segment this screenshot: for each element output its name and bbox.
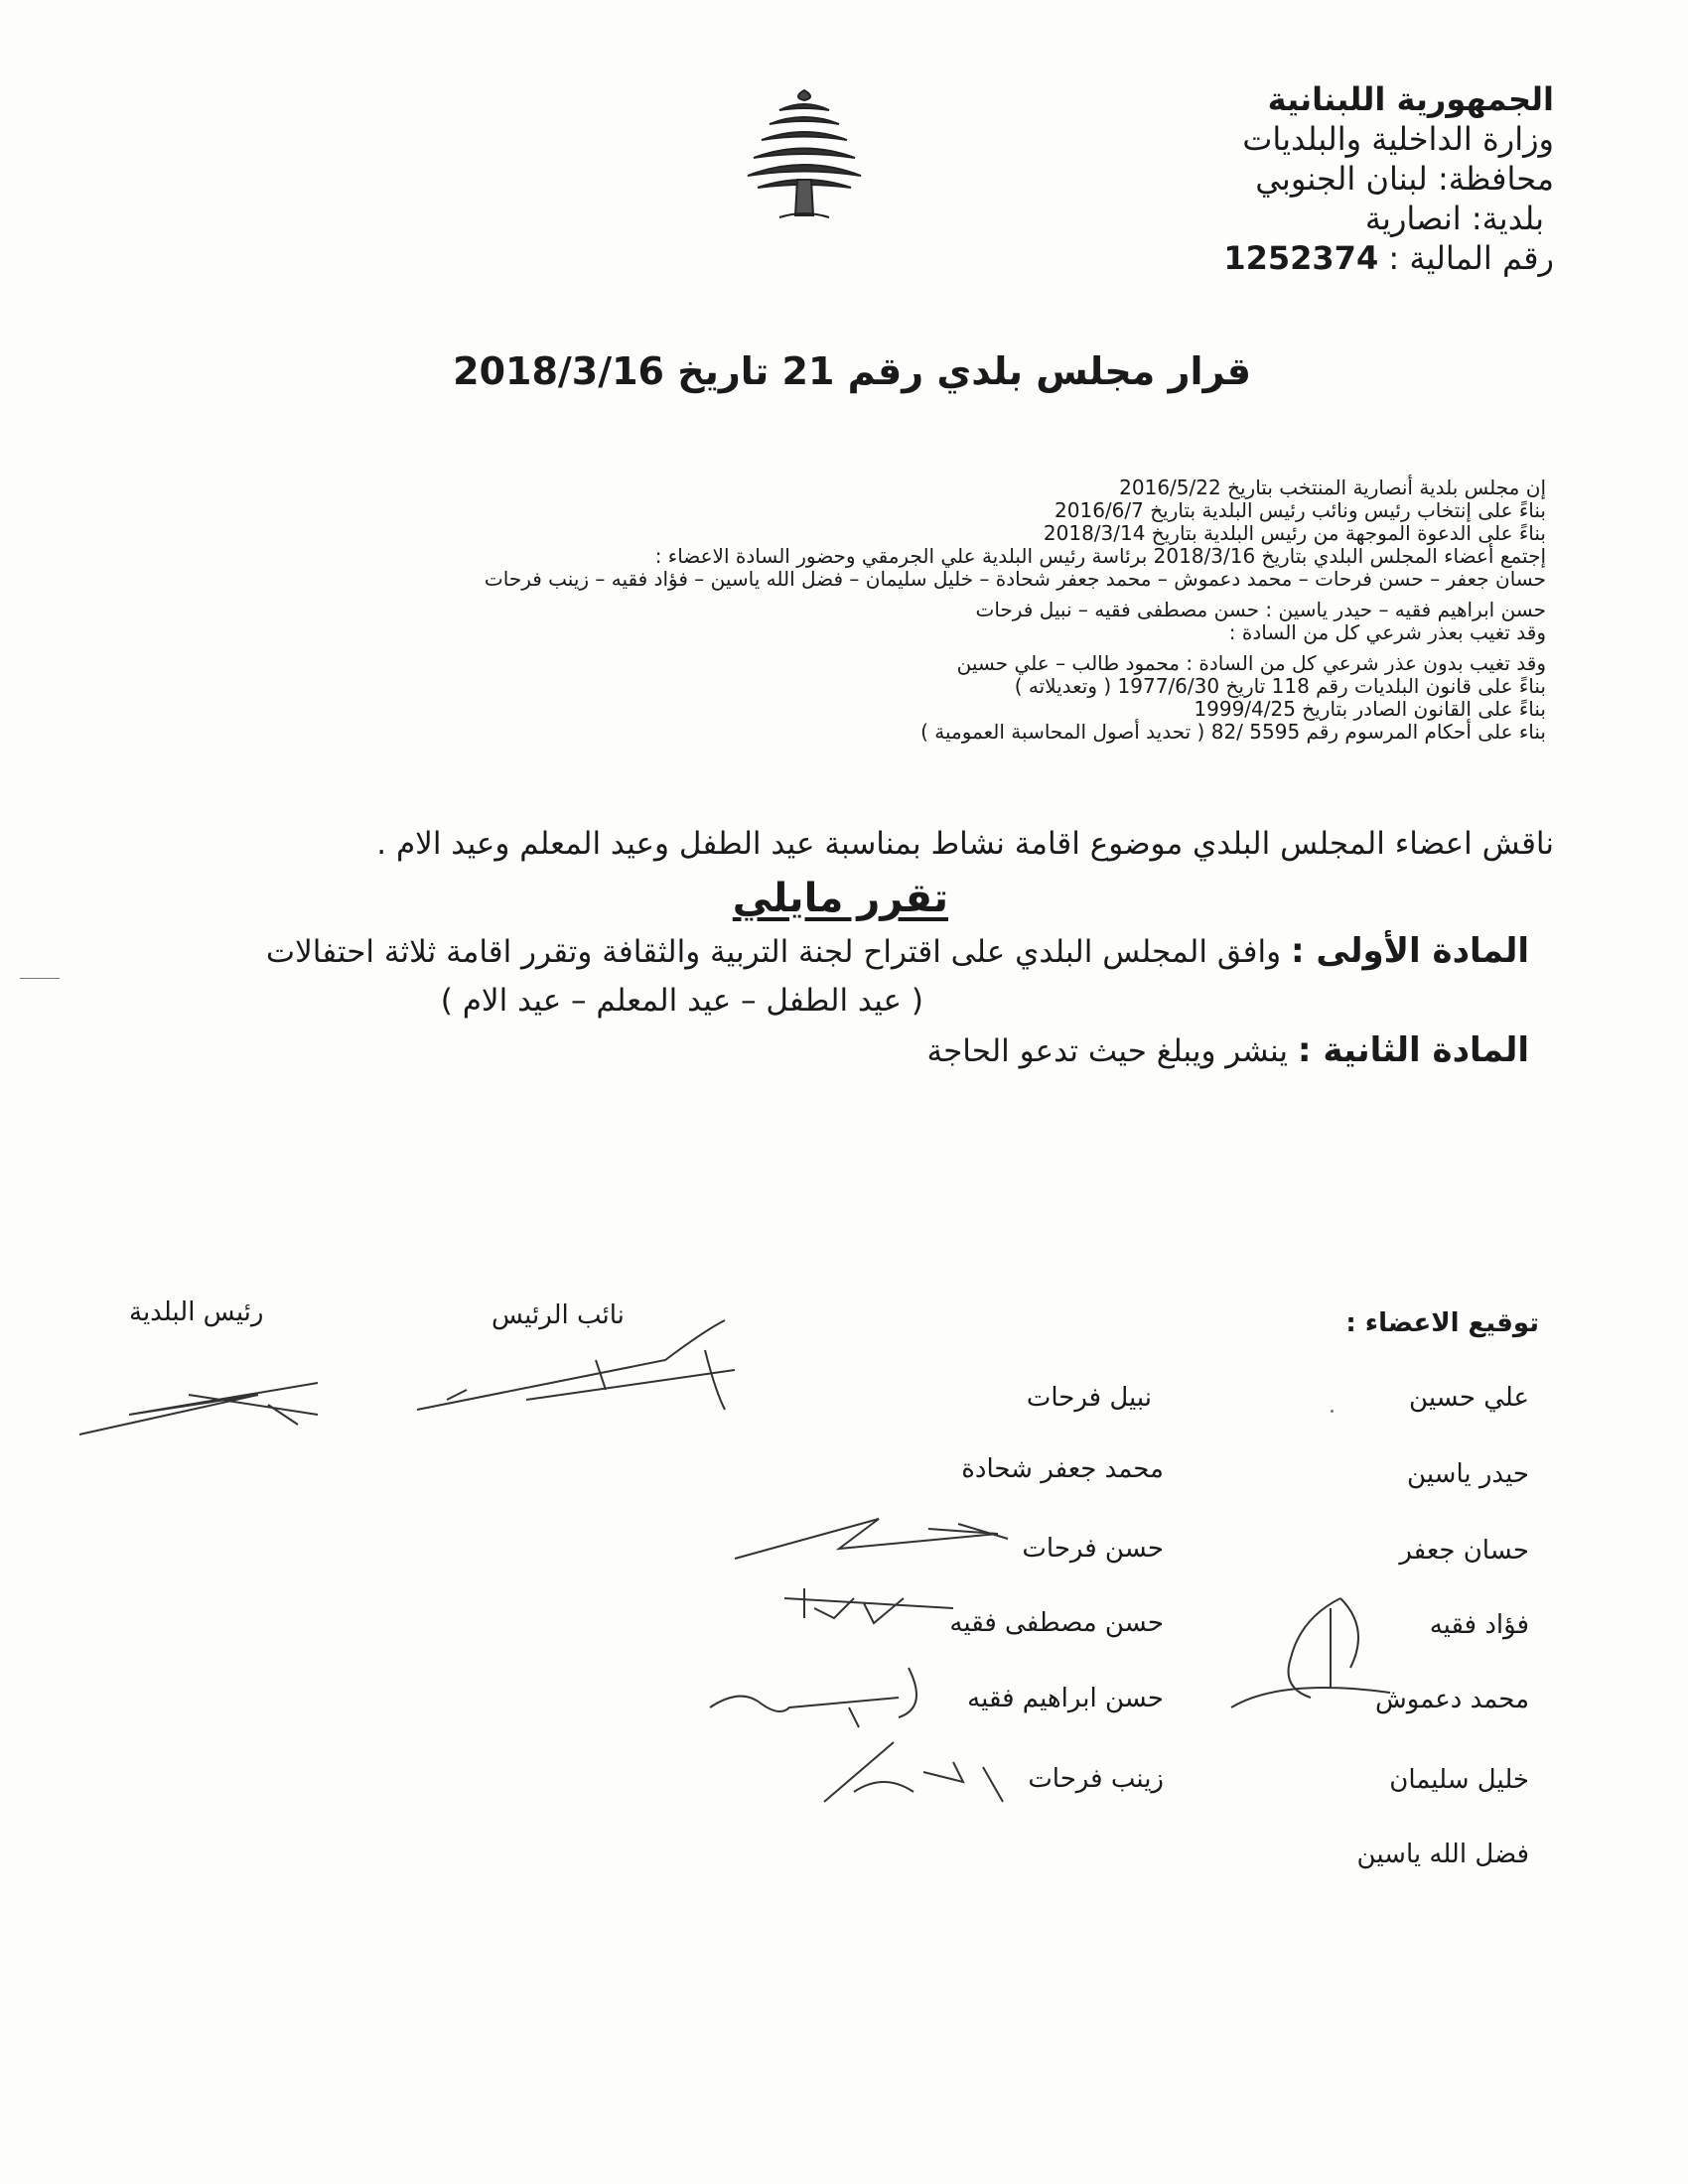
member-signature: [700, 1648, 928, 1737]
discussion-text: ناقش اعضاء المجلس البلدي موضوع اقامة نشاط بمناسبة عيد الطفل وعيد المعلم وعيد الام .: [376, 826, 1554, 862]
article-1-label: المادة الأولى :: [1290, 931, 1529, 971]
president-signature: [70, 1365, 338, 1444]
member-name: فضل الله ياسين: [1356, 1840, 1529, 1869]
header-line: بلدية: انصارية: [1364, 200, 1544, 237]
member-name: محمد جعفر شحادة: [961, 1454, 1164, 1484]
cedar-emblem-icon: [740, 84, 869, 223]
article-2-text: ينشر ويبلغ حيث تدعو الحاجة: [926, 1033, 1289, 1069]
member-name: نبيل فرحات: [1026, 1383, 1152, 1413]
letterhead: [1137, 79, 1554, 278]
member-signature: [1221, 1588, 1400, 1727]
member-name: حسن مصطفى فقيه: [949, 1608, 1164, 1638]
member-name: فؤاد فقيه: [1429, 1610, 1529, 1640]
preamble-line: وقد تغيب بعذر شرعي كل من السادة :: [1228, 620, 1546, 644]
member-name: حسن ابراهيم فقيه: [967, 1684, 1164, 1713]
member-name: حسن فرحات: [1022, 1534, 1164, 1564]
preamble: [485, 477, 1546, 744]
member-signature: [814, 1732, 1013, 1812]
preamble-line: وقد تغيب بدون عذر شرعي كل من السادة : محمود طالب – علي حسين: [956, 651, 1546, 675]
preamble-line: بناء على أحكام المرسوم رقم 5595 /82 ( تحديد أصول المحاسبة العمومية ): [920, 720, 1546, 744]
member-name: زينب فرحات: [1028, 1764, 1164, 1794]
preamble-line: حسن ابراهيم فقيه – حيدر ياسين : حسن مصطفى فقيه – نبيل فرحات: [975, 598, 1546, 621]
header-line: الجمهورية اللبنانية: [1267, 80, 1554, 118]
member-signature: [774, 1578, 963, 1638]
article-2: [926, 1030, 1529, 1070]
president-label: رئيس البلدية: [129, 1297, 264, 1327]
member-name: خليل سليمان: [1389, 1765, 1529, 1795]
preamble-line: بناءً على قانون البلديات رقم 118 تاريخ 1977/6/30 ( وتعديلاته ): [1014, 674, 1546, 698]
preamble-line: حسان جعفر – حسن فرحات – محمد دعموش – محمد جعفر شحادة – خليل سليمان – فضل الله ياسين – فؤاد فقيه – زينب فرحات: [484, 567, 1546, 591]
article-1-text: وافق المجلس البلدي على اقتراح لجنة التربية والثقافة وتقرر اقامة ثلاثة احتفالات: [265, 934, 1282, 970]
article-1-detail: ( عيد الطفل – عيد المعلم – عيد الام ): [440, 983, 923, 1019]
article-1: [266, 931, 1529, 971]
article-2-label: المادة الثانية :: [1297, 1030, 1529, 1070]
header-line: وزارة الداخلية والبلديات: [1242, 120, 1554, 158]
preamble-line: إن مجلس بلدية أنصارية المنتخب بتاريخ 2016/5/22: [1119, 476, 1546, 499]
financial-number-line: [1137, 238, 1554, 278]
member-name: حيدر ياسين: [1407, 1459, 1529, 1489]
decision-title: قرار مجلس بلدي رقم 21 تاريخ 2018/3/16: [453, 349, 1251, 393]
financial-number: 1252374: [1223, 239, 1379, 277]
members-signature-label: توقيع الاعضاء :: [1345, 1308, 1539, 1338]
header-line: محافظة: لبنان الجنوبي: [1255, 160, 1554, 198]
preamble-line: بناءً على الدعوة الموجهة من رئيس البلدية بتاريخ 2018/3/14: [1043, 521, 1546, 545]
member-signature: [730, 1509, 1018, 1569]
financial-label: رقم المالية :: [1388, 239, 1554, 277]
vice-president-signature: [407, 1310, 745, 1420]
member-name: حسان جعفر: [1399, 1536, 1529, 1566]
preamble-line: بناءً على القانون الصادر بتاريخ 1999/4/25: [1194, 697, 1546, 721]
vice-president-label: نائب الرئيس: [492, 1300, 625, 1330]
scan-speck: [20, 978, 60, 979]
member-name: علي حسين: [1409, 1383, 1529, 1413]
preamble-line: بناءً على إنتخاب رئيس ونائب رئيس البلدية بتاريخ 2016/6/7: [1055, 498, 1546, 522]
decision-heading: تقرر مايلي: [732, 876, 948, 921]
scan-speck: [1331, 1410, 1334, 1413]
preamble-line: إجتمع أعضاء المجلس البلدي بتاريخ 2018/3/16 برئاسة رئيس البلدية علي الجرمقي وحضور السادة الاعضاء :: [654, 544, 1546, 568]
member-name: محمد دعموش: [1375, 1685, 1529, 1714]
